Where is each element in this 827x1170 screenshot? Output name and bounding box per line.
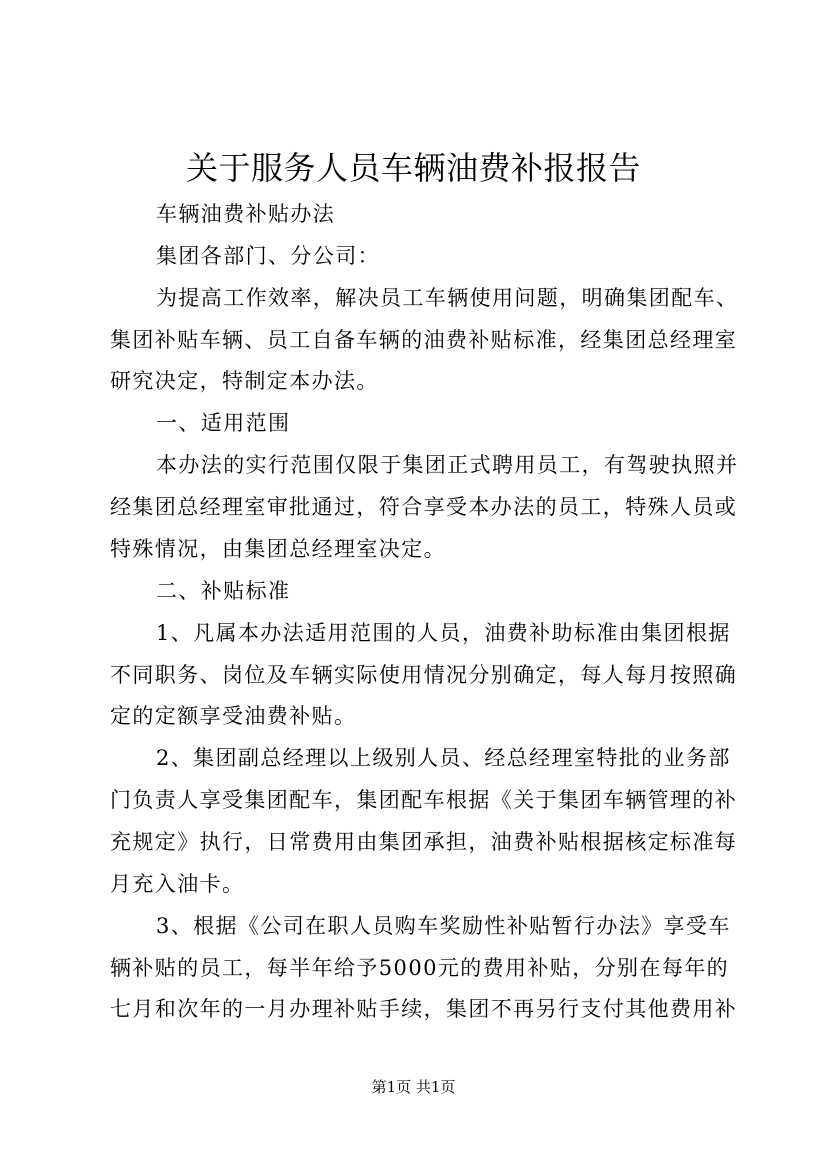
paragraph-line: 特殊情况，由集团总经理室决定。: [110, 537, 446, 561]
paragraph-line: 辆补贴的员工，每半年给予5000元的费用补贴，分别在每年的: [110, 956, 730, 980]
paragraph-line: 3、根据《公司在职人员购车奖励性补贴暂行办法》享受车: [156, 914, 731, 938]
paragraph-line: 定的定额享受油费补贴。: [110, 704, 357, 728]
paragraph-line: 集团各部门、分公司：: [156, 244, 380, 268]
paragraph-line: 集团补贴车辆、员工自备车辆的油费补贴标准，经集团总经理室: [110, 328, 738, 352]
page-footer: 第1页 共1页: [371, 1078, 456, 1096]
paragraph-line: 车辆油费补贴办法: [156, 202, 336, 226]
paragraph-line: 月充入油卡。: [110, 872, 245, 896]
paragraph-line: 门负责人享受集团配车，集团配车根据《关于集团车辆管理的补: [110, 788, 738, 812]
paragraph-line: 本办法的实行范围仅限于集团正式聘用员工，有驾驶执照并: [156, 453, 739, 477]
paragraph-line: 2、集团副总经理以上级别人员、经总经理室特批的业务部: [156, 746, 731, 770]
paragraph-line: 经集团总经理室审批通过，符合享受本办法的员工，特殊人员或: [110, 495, 738, 519]
paragraph-line: 为提高工作效率，解决员工车辆使用问题，明确集团配车、: [156, 286, 739, 310]
section-heading: 二、补贴标准: [156, 579, 291, 603]
paragraph-line: 研究决定，特制定本办法。: [110, 369, 379, 393]
section-heading: 一、适用范围: [156, 411, 291, 435]
paragraph-line: 1、凡属本办法适用范围的人员，油费补助标准由集团根据: [156, 621, 731, 645]
document-title: 关于服务人员车辆油费补报报告: [185, 149, 641, 187]
paragraph-line: 充规定》执行，日常费用由集团承担，油费补贴根据核定标准每: [110, 830, 738, 854]
paragraph-line: 七月和次年的一月办理补贴手续，集团不再另行支付其他费用补: [110, 997, 738, 1021]
paragraph-line: 不同职务、岗位及车辆实际使用情况分别确定，每人每月按照确: [110, 663, 738, 687]
